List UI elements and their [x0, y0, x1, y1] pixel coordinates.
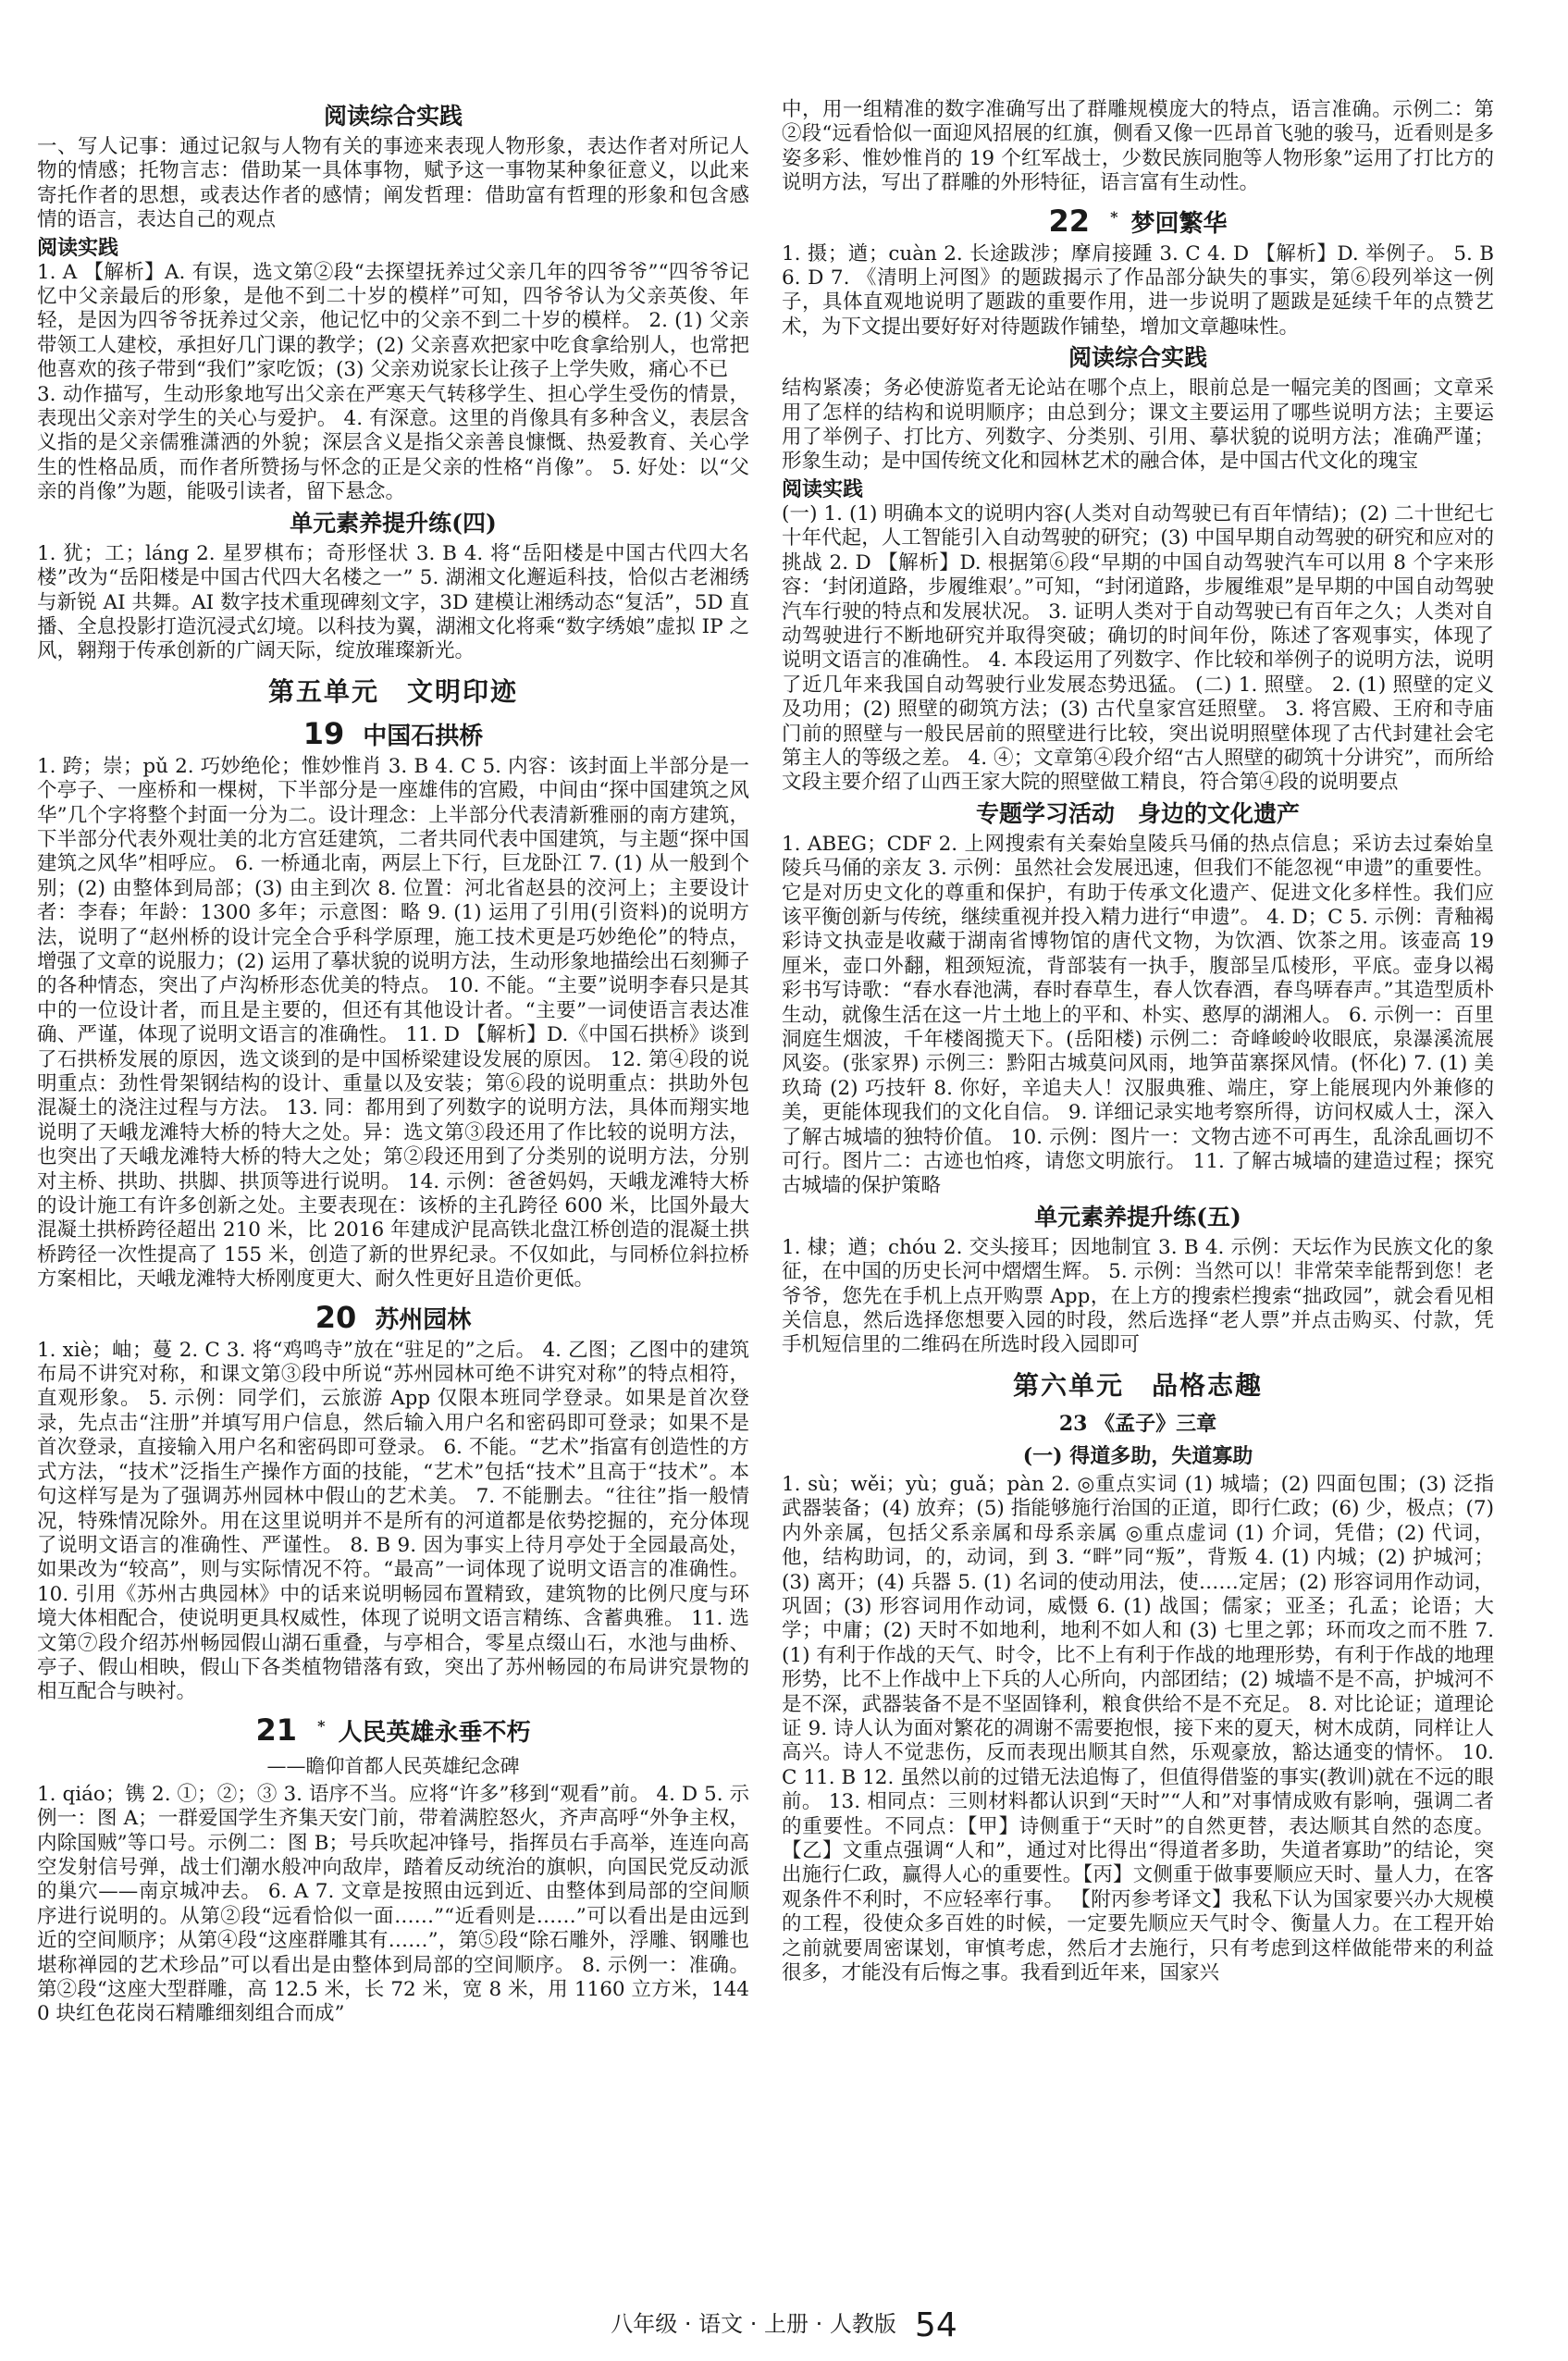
lesson-22-title: 梦回繁华 — [1130, 209, 1228, 238]
lesson-21-answers-continued: 中，用一组精准的数字准确写出了群雕规模庞大的特点，语言准确。示例二：第②段“远看恰似一面迎风招展的红旗，侧看又像一匹昂首飞驰的骏马，近看则是多姿多彩、惟妙惟肖的 19 个红军战士，少数民族同胞等人物形象”运用了打比方的说明方法，写出了群雕的外形特征，语言富有生动性。 — [782, 98, 1494, 195]
lesson-21-title: 人民英雄永垂不朽 — [338, 1718, 531, 1747]
lesson-23-answers: 1. sù；wěi；yù；guǎ；pàn 2. ◎重点实词 (1) 城墙；(2) 四面包围；(3) 泛指武器装备；(4) 放弃；(5) 指能够施行治国的正道，即行仁政；(6) 少，极点；(7) 内外亲属，包括父系亲属和母系亲属 ◎重点虚词 (1) 介词，凭借；(2) 代词，他，结构助词，的，动词，到 3. “畔”同“叛”，背叛 4. (1) 内城；(2) 护城河；(3) 离开；(4) 兵器 5. (1) 名词的使动用法，使……定居；(2) 形容词用作动词，巩固；(3) 形容词用作动词，威慑 6. (1) 战国；儒家；亚圣；孔孟；论语；大学；中庸；(2) 天时不如地利，地利不如人和 (3) 七里之郭；环而攻之而不胜 7. (1) 有利于作战的天气、时令，比不上有利于作战的地理形势，有利于作战的地理形势，比不上作战中上下兵的人心所向，内部团结；(2) 城墙不是不高，护城河不是不深，武器装备不是不坚固锋利，粮食供给不是不充足。 8. 对比论证；道理论证 9. 诗人认为面对繁花的凋谢不需要抱恨，接下来的夏天，树木成荫，同样让人高兴。诗人不觉悲伤，反而表现出顺其自然，乐观豪放，豁达通变的情怀。 10. C 11. B 12. 虽然以前的过错无法追悔了，但值得借鉴的事实(教训)就在不远的眼前。 13. 相同点：三则材料都认识到“天时”“人和”对事情成败有影响，强调二者的重要性。不同点：【甲】诗侧重于“天时”的自然更替，表达顺其自然的态度。【乙】文重点强调“人和”，通过对比得出“得道者多助，失道者寡助”的结论，突出施行仁政，赢得人心的重要性。【丙】文侧重于做事要顺应天时、量人力，在客观条件不利时，不应轻率行事。 【附丙参考译文】我私下认为国家要兴办大规模的工程，役使众多百姓的时候，一定要先顺应天气时令、衡量人力。在工程开始之前就要周密谋划，审慎考虑，然后才去施行，只有考虑到这样做能带来的利益很多，才能没有后悔之事。我看到近年来，国家兴 — [782, 1472, 1494, 1984]
lesson-20-title: 苏州园林 — [375, 1305, 472, 1334]
lesson-20-answers: 1. xiè；岫；蔓 2. C 3. 将“鸡鸣寺”放在“驻足的”之后。 4. 乙图；乙图中的建筑布局不讲究对称，和课文第③段中所说“苏州园林可绝不讲究对称”的特点相符，直观形象。 5. 示例：同学们，云旅游 App 仅限本班同学登录。如果是首次登录，先点击“注册”并填写用户信息，然后输入用户名和密码即可登录；如果不是首次登录，直接输入用户名和密码即可登录。 6. 不能。“艺术”指富有创造性的方式方法，“技术”泛指生产操作方面的技能，“艺术”包括“技术”且高于“技术”。本句这样写是为了强调苏州园林中假山的艺术美。 7. 不能删去。“往往”指一般情况，特殊情况除外。用在这里说明并不是所有的河道都是依势挖掘的，充分体现了说明文语言的准确性、严谨性。 8. B 9. 因为事实上待月亭处于全园最高处，如果改为“较高”，则与实际情况不符。“最高”一词体现了说明文语言的准确性。 10. 引用《苏州古典园林》中的话来说明畅园布置精致，建筑物的比例尺度与环境大体相配合，使说明更具权威性，体现了说明文语言精练、含蓄典雅。 11. 选文第⑦段介绍苏州畅园假山湖石重叠，与亭相合，零星点缀山石，水池与曲桥、亭子、假山相映，假山下各类植物错落有致，突出了苏州畅园的布局讲究景物的相互配合与映衬。 — [37, 1338, 749, 1704]
lesson-20-number: 20 — [315, 1299, 357, 1335]
lesson-22-heading — [782, 204, 1494, 239]
unit6-heading: 第六单元 品格志趣 — [1012, 1369, 1263, 1401]
subheading-reading-exercise-2: 阅读实践 — [782, 476, 864, 501]
lesson-19-number: 19 — [302, 715, 345, 751]
reading-intro: 一、写人记事：通过记叙与人物有关的事迹来表现人物形象，表达作者对所记人物的情感；托物言志：借助某一具体事物，赋予这一事物某种象征意义，以此来寄托作者的思想，或表达作者的感情；阐发哲理：借助富有哲理的形象和包含感情的语言，表达自己的观点 — [37, 135, 749, 232]
footer-label: 八年级 · 语文 · 上册 · 人教版 — [611, 2311, 896, 2337]
reading-answers-2: 3. 动作描写，生动形象地写出父亲在严寒天气转移学生、担心学生受伤的情景，表现出父亲对学生的关心与爱护。 4. 有深意。这里的肖像具有多种含义，表层含义指的是父亲儒雅潇洒的外貌；深层含义是指父亲善良慷慨、热爱教育、关心学生的性格品质，而作者所赞扬与怀念的正是父亲的性格“肖像”。 5. 好处：以“父亲的肖像”为题，能吸引读者，留下悬念。 — [37, 382, 749, 504]
unit5-heading: 第五单元 文明印迹 — [267, 675, 518, 707]
subheading-reading-exercise: 阅读实践 — [37, 235, 119, 260]
lesson-22-number: 22 — [1048, 203, 1091, 239]
page-footer — [0, 2305, 1568, 2344]
lesson-19-answers: 1. 跨；崇；pǔ 2. 巧妙绝伦；惟妙惟肖 3. B 4. C 5. 内容：该封面上半部分是一个亭子、一座桥和一棵树，下半部分是一座雄伟的宫殿，中间由“探中国建筑之风华”几个字将整个封面一分为二。设计理念：上半部分代表清新雅丽的南方建筑，下半部分代表外观壮美的北方宫廷建筑，二者共同代表中国建筑，与主题“探中国建筑之风华”相呼应。 6. 一桥通北南，两层上下行，巨龙卧江 7. (1) 从一般到个别；(2) 由整体到局部；(3) 由主到次 8. 位置：河北省赵县的洨河上；主要设计者：李春；年龄：1300 多年；示意图：略 9. (1) 运用了引用(引资料)的说明方法，说明了“赵州桥的设计完全合乎科学原理，施工技术更是巧妙绝伦”的特点，增强了文章的说服力；(2) 运用了摹状貌的说明方法，生动形象地描绘出石刻狮子的各种情态，突出了卢沟桥形态优美的特点。 10. 不能。“主要”说明李春只是其中的一位设计者，而且是主要的，但还有其他设计者。“主要”一词使语言表达准确、严谨，体现了说明文语言的准确性。 11. D 【解析】D.《中国石拱桥》谈到了石拱桥发展的原因，选文谈到的是中国桥梁建设发展的原因。 12. 第④段的说明重点：劲性骨架钢结构的设计、重量以及安装；第⑥段的说明重点：拱助外包混凝土的浇注过程与方法。 13. 同：都用到了列数字的说明方法，具体而翔实地说明了天峨龙滩特大桥的特大之处。异：选文第③段还用了作比较的说明方法，也突出了天峨龙滩特大桥的特大之处；第②段还用到了分类别的说明方法，分别对主桥、拱助、拱脚、拱顶等进行说明。 14. 示例：爸爸妈妈，天峨龙滩特大桥的设计施工有许多创新之处。主要表现在：该桥的主孔跨径 600 米，比国外最大混凝土拱桥跨径超出 210 米，比 2016 年建成沪昆高铁北盘江桥创造的混凝土拱桥跨径一次性提高了 155 米，创造了新的世界纪录。不仅如此，与同桥位斜拉桥方案相比，天峨龙滩特大桥刚度更大、耐久性更好且造价更低。 — [37, 754, 749, 1292]
section-heading-unit4-review: 单元素养提升练(四) — [290, 509, 497, 537]
optional-star-icon: * — [317, 1717, 326, 1736]
unit5-review-answers: 1. 棣；遒；chóu 2. 交头接耳；因地制宜 3. B 4. 示例：天坛作为民族文化的象征，在中国的历史长河中熠熠生辉。 5. 示例：当然可以！非常荣幸能帮到您！老爷爷，您先在手机上点开购票 App，在上方的搜索栏搜索“拙政园”，就会看见相关信息，然后选择您想要入园的时段，然后选择“老人票”并点击购买、付款，凭手机短信里的二维码在所选时段入园即可 — [782, 1235, 1494, 1357]
page-number: 54 — [914, 2305, 957, 2344]
lesson-19-heading — [37, 716, 749, 751]
lesson-23-heading: 23 《孟子》三章 — [1058, 1411, 1217, 1436]
right-column — [782, 98, 1494, 2291]
reading-answers-1: 1. A 【解析】A. 有误，选文第②段“去探望抚养过父亲几年的四爷爷”“四爷爷记忆中父亲最后的形象，是他不到二十岁的模样”可知，四爷爷认为父亲英俊、年轻，是因为四爷爷抚养过父亲，他记忆中的父亲不到二十岁的模样。 2. (1) 父亲带领工人建校，承担好几门课的教学；(2) 父亲喜欢把家中吃食拿给别人，也常把他喜欢的孩子带到“我们”家吃饭；(3) 父亲劝说家长让孩子上学失败，痛心不已 — [37, 260, 749, 382]
lesson-22-answers: 1. 摄；遒；cuàn 2. 长途跋涉；摩肩接踵 3. C 4. D 【解析】D. 举例子。 5. B 6. D 7. 《清明上河图》的题跋揭示了作品部分缺失的事实，第⑥段列举这一例子，具体直观地说明了题跋的重要作用，进一步说明了题跋是延续千年的点赞艺术，为下文提出要好好对待题跋作铺垫，增加文章趣味性。 — [782, 241, 1494, 339]
lesson-21-subtitle: ——瞻仰首都人民英雄纪念碑 — [266, 1754, 520, 1777]
section-heading-special-activity: 专题学习活动 身边的文化遗产 — [975, 799, 1300, 827]
section-heading-reading-practice-2: 阅读综合实践 — [1068, 344, 1207, 372]
lesson-21-heading — [37, 1712, 749, 1748]
lesson-21-number: 21 — [255, 1712, 298, 1748]
left-column — [37, 98, 749, 2291]
optional-star-icon: * — [1110, 207, 1118, 226]
lesson-20-heading — [37, 1300, 749, 1335]
section-heading-reading-practice: 阅读综合实践 — [323, 103, 463, 130]
lesson-21-answers: 1. qiáo；镌 2. ①；②；③ 3. 语序不当。应将“许多”移到“观看”前。 4. D 5. 示例一：图 A；一群爱国学生齐集天安门前，带着满腔怒火，齐声高呼“外争主权，内除国贼”等口号。示例二：图 B；号兵吹起冲锋号，指挥员右手高举，连连向高空发射信号弹，战士们潮水般冲向敌岸，踏着反动统治的旗帜，向国民党反动派的巢穴——南京城冲去。 6. A 7. 文章是按照由远到近、由整体到局部的空间顺序进行说明的。从第②段“远看恰似一面……”“近看则是……”可以看出是由远到近的空间顺序；从第④段“这座群雕其有……”，第⑤段“除石雕外，浮雕、钢雕也堪称禅园的艺术珍品”可以看出是由整体到局部的空间顺序。 8. 示例一：准确。第②段“这座大型群雕，高 12.5 米，长 72 米，宽 8 米，用 1160 立方米，1440 块红色花岗石精雕细刻组合而成” — [37, 1782, 749, 2026]
unit4-review-answers: 1. 犹；工；láng 2. 星罗棋布；奇形怪状 3. B 4. 将“岳阳楼是中国古代四大名楼”改为“岳阳楼是中国古代四大名楼之一” 5. 湖湘文化邂逅科技，恰似古老湘绣与新锐 AI 共舞。AI 数字技术重现碑刻文字，3D 建模让湘绣动态“复活”，5D 直播、全息投影打造沉浸式幻境。以科技为翼，湖湘文化将乘“数字绣娘”虚拟 IP 之风，翱翔于传承创新的广阔天际，绽放璀璨新光。 — [37, 541, 749, 663]
special-activity-answers: 1. ABEG；CDF 2. 上网搜索有关秦始皇陵兵马俑的热点信息；采访去过秦始皇陵兵马俑的亲友 3. 示例：虽然社会发展迅速，但我们不能忽视“申遗”的重要性。它是对历史文化的尊重和保护，有助于传承文化遗产、促进文化多样性。我们应该平衡创新与传统，继续重视并投入精力进行“申遗”。 4. D；C 5. 示例：青釉褐彩诗文执壶是收藏于湖南省博物馆的唐代文物，为饮酒、饮茶之用。该壶高 19 厘米，壶口外翻，粗颈短流，背部装有一执手，腹部呈瓜棱形，平底。壶身以褐彩书写诗歌：“春水春池满，春时春草生，春人饮春酒，春鸟哢春声。”其造型质朴生动，就像生活在这一片土地上的平和、朴实、憨厚的湖湘人。 6. 示例一：百里洞庭生烟波，千年楼阁揽天下。(岳阳楼) 示例二：奇峰峻岭收眼底，泉瀑溪流展风姿。(张家界) 示例三：黔阳古城莫问风雨，地笋苗寨探风情。(怀化) 7. (1) 美玖琦 (2) 巧技轩 8. 你好，辛追夫人！汉服典雅、端庄，穿上能展现内外兼修的美，更能体现我们的文化自信。 9. 详细记录实地考察所得，访问权威人士，深入了解古城墙的独特价值。 10. 示例：图片一：文物古迹不可再生，乱涂乱画切不可行。图片二：古迹也怕疼，请您文明旅行。 11. 了解古城墙的建造过程；探究古城墙的保护策略 — [782, 832, 1494, 1198]
lesson-23-subheading: (一) 得道多助，失道寡助 — [1022, 1443, 1253, 1468]
reading-intro-2: 结构紧凑；务必使游览者无论站在哪个点上，眼前总是一幅完美的图画；文章采用了怎样的结构和说明顺序；由总到分；课文主要运用了哪些说明方法；主要运用了举例子、打比方、列数字、分类别、引用、摹状貌的说明方法；准确严谨；形象生动；是中国传统文化和园林艺术的融合体，是中国古代文化的瑰宝 — [782, 377, 1494, 474]
section-heading-unit5-review: 单元素养提升练(五) — [1034, 1203, 1241, 1230]
reading-answers-3: (一) 1. (1) 明确本文的说明内容(人类对自动驾驶已有百年情结)；(2) 二十世纪七十年代起，人工智能引入自动驾驶的研究；(3) 中国早期自动驾驶的研究和应对的挑战 2. D 【解析】D. 根据第⑥段“早期的中国自动驾驶汽车可以用 8 个字来形容：‘封闭道路，步履维艰’。”可知，“封闭道路，步履维艰”是早期的中国自动驾驶汽车行驶的特点和发展状况。 3. 证明人类对于自动驾驶已有百年之久；人类对自动驾驶进行不断地研究并取得突破；确切的时间年份，陈述了客观事实，体现了说明文语言的准确性。 4. 本段运用了列数字、作比较和举例子的说明方法，说明了近几年来我国自动驾驶行业发展态势迅猛。 (二) 1. 照壁。 2. (1) 照壁的定义及功用；(2) 照壁的砌筑方法；(3) 古代皇家宫廷照壁。 3. 将宫殿、王府和寺庙门前的照壁与一般民居前的照壁进行比较，突出说明照壁体现了古代封建社会宅第主人的等级之差。 4. ④；文章第④段介绍“古人照壁的砌筑十分讲究”，而所给文段主要介绍了山西王家大院的照壁做工精良，符合第④段的说明要点 — [782, 501, 1494, 795]
lesson-19-title: 中国石拱桥 — [363, 722, 484, 750]
